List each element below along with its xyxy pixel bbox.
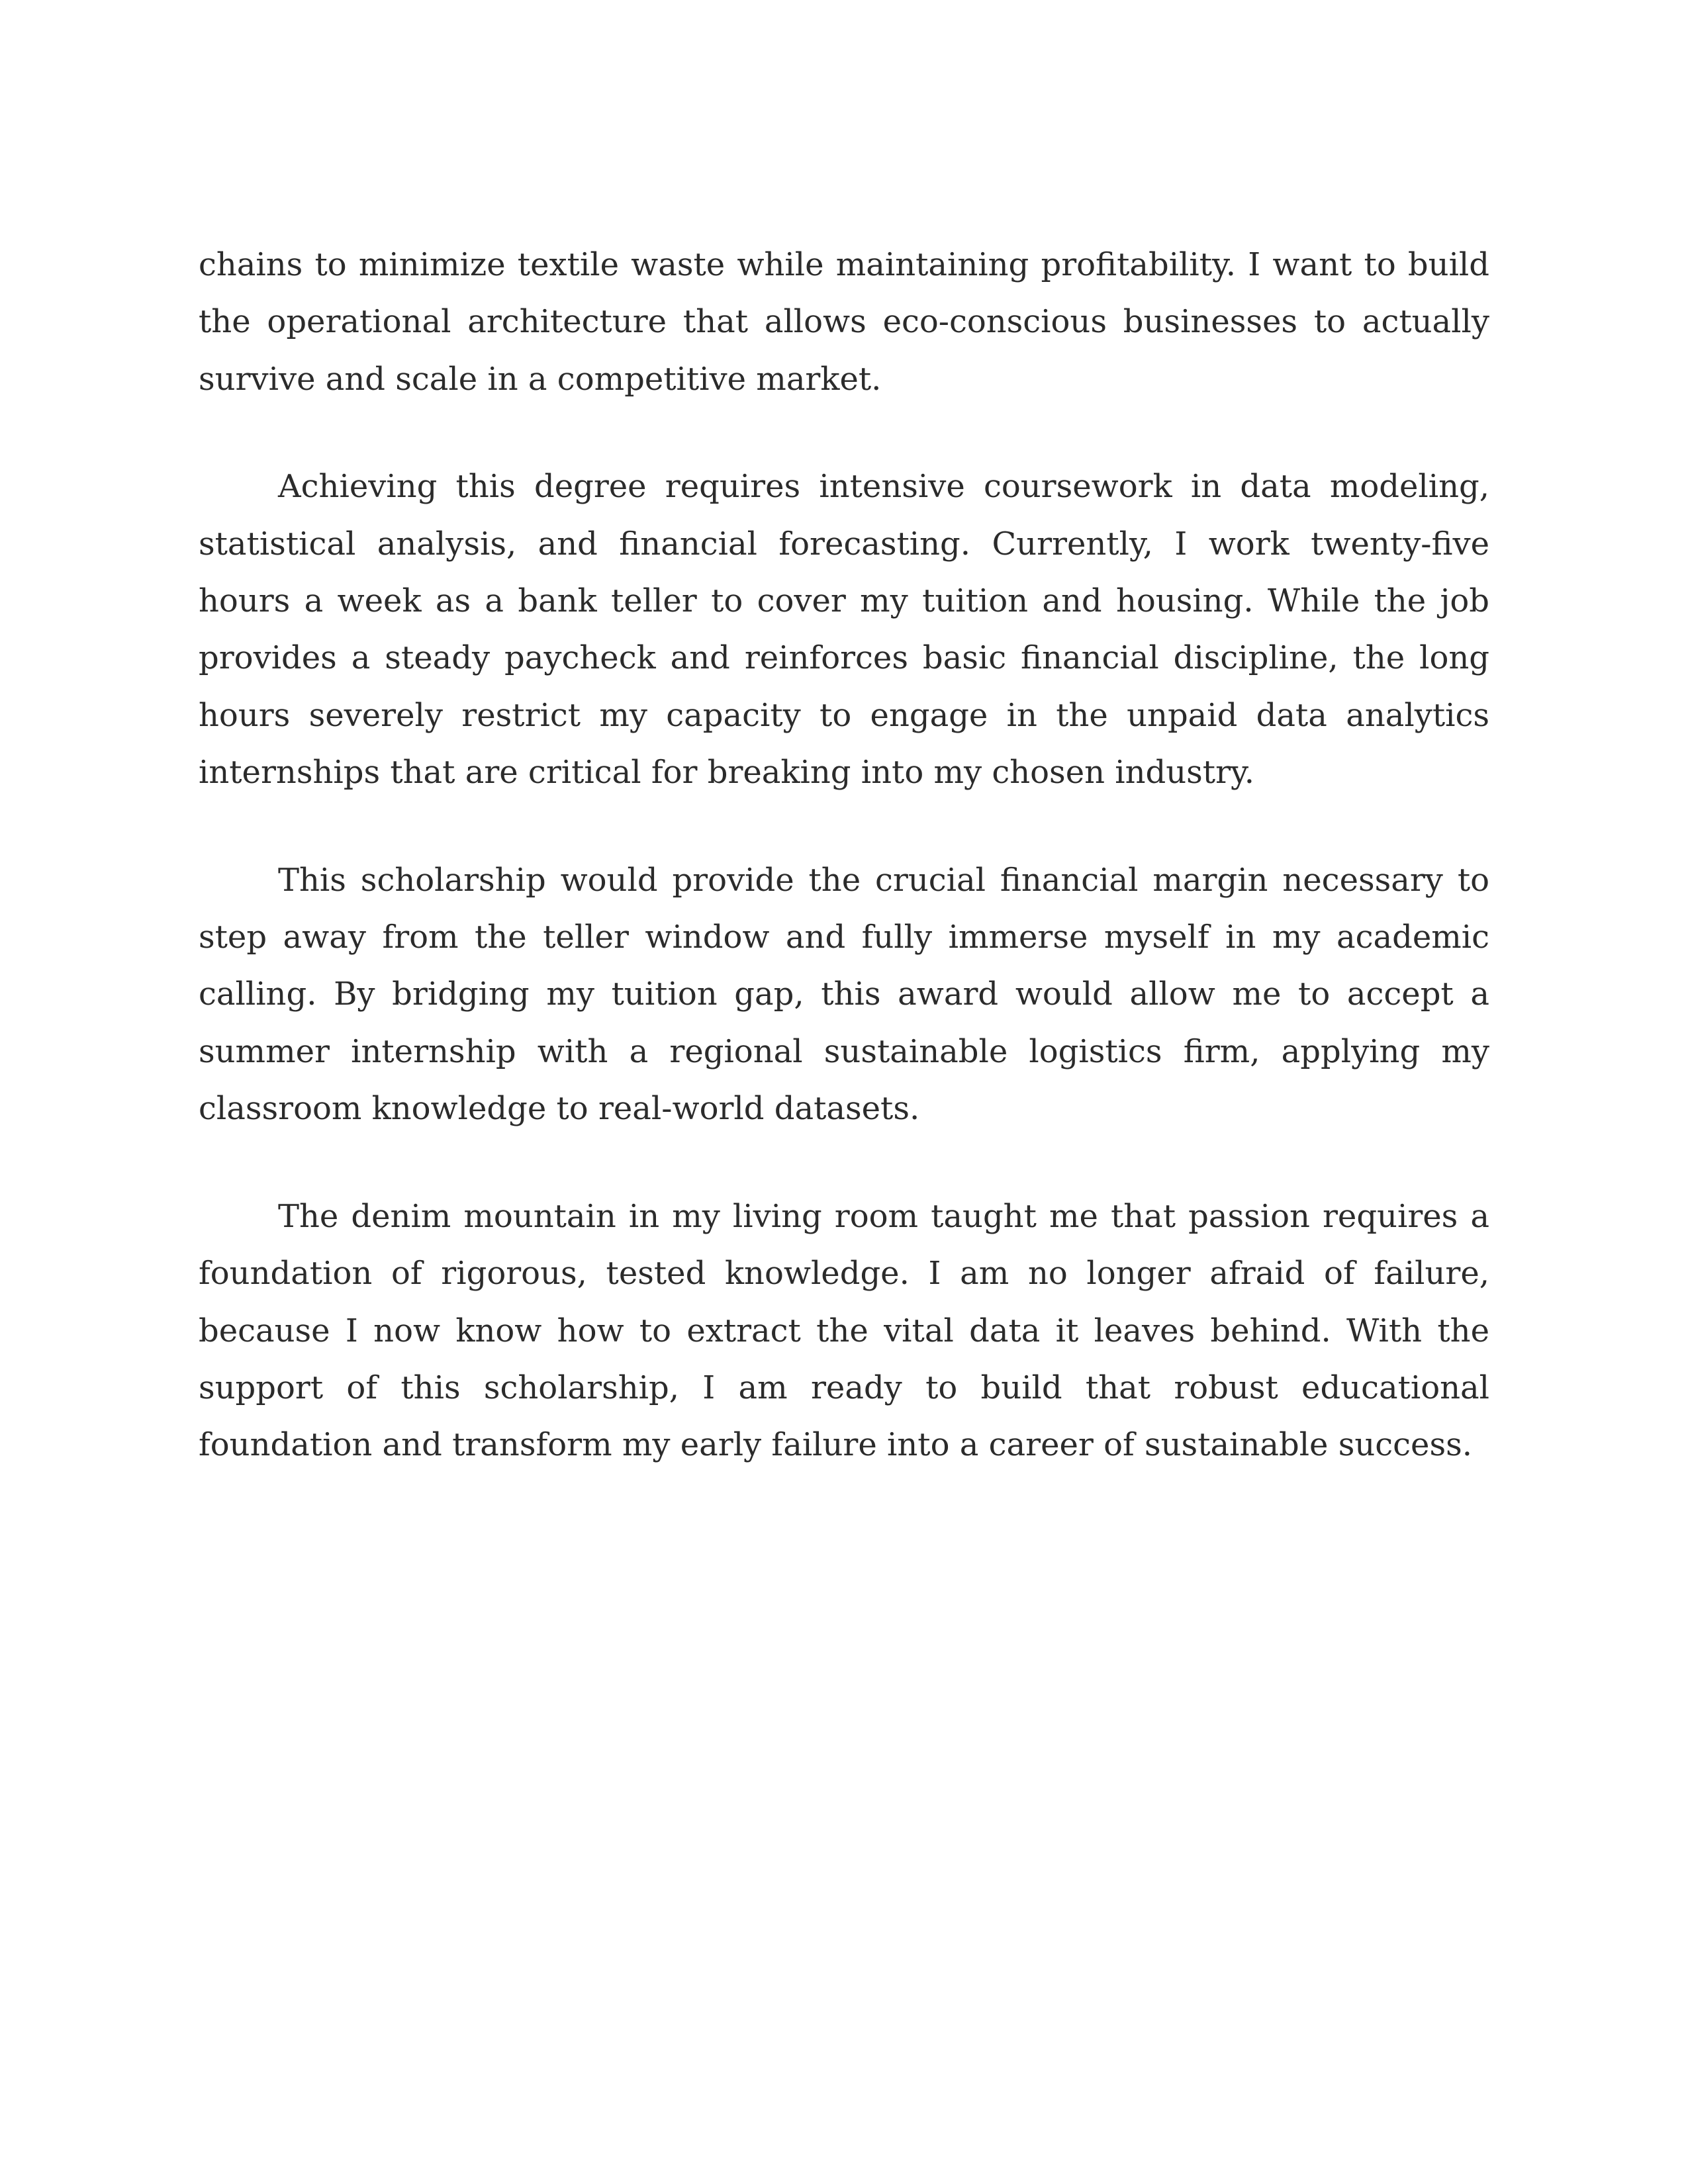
essay-body (199, 236, 1489, 1524)
paragraph-4: The denim mountain in my living room taught me that passion requires a foundation of rigorous, tested knowledge. I am no longer afraid of failure, because I now know how to extract the vital data it leaves behind. With the support of this scholarship, I am ready to build that robust educational foundation and transform my early failure into a career of sustainable success. (199, 1197, 1489, 1464)
paragraph-1: chains to minimize textile waste while maintaining profitability. I want to build the operational architecture that allows eco-conscious businesses to actually survive and scale in a competitive market. (199, 246, 1489, 398)
paragraph-3: This scholarship would provide the crucial financial margin necessary to step away from the teller window and fully immerse myself in my academic calling. By bridging my tuition gap, this award would allow me to accept a summer internship with a regional sustainable logistics firm, applying my classroom knowledge to real-world datasets. (199, 861, 1489, 1128)
paragraph-2: Achieving this degree requires intensive coursework in data modeling, statistical analysis, and financial forecasting. Currently, I work twenty-five hours a week as a bank teller to cover my tuition and housing. While the job provides a steady paycheck and reinforces basic financial discipline, the long hours severely restrict my capacity to engage in the unpaid data analytics internships that are critical for breaking into my chosen industry. (199, 468, 1489, 792)
